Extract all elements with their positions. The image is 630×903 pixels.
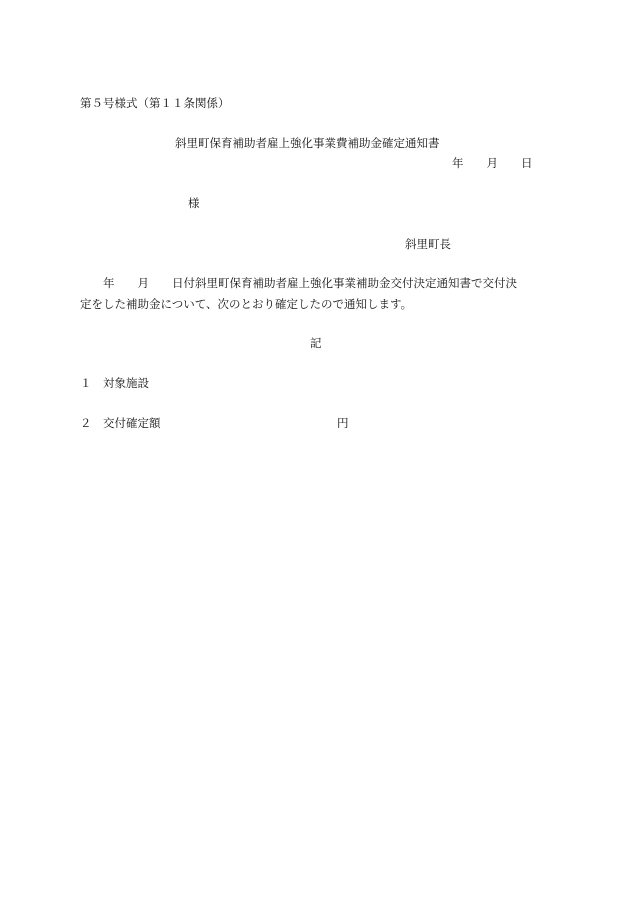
item-target-facility: １ 対象施設 [80, 376, 149, 390]
ki-mark: 記 [310, 336, 322, 350]
amount-unit-yen: 円 [337, 416, 349, 430]
body-text-line-1: 年 月 日付斜里町保育補助者雇上強化事業補助金交付決定通知書で交付決 [80, 276, 517, 290]
body-text-line-2: 定をした補助金について、次のとおり確定したので通知します。 [80, 297, 413, 311]
form-number-label: 第５号様式（第１１条関係） [80, 96, 230, 110]
date-line: 年 月 日 [452, 156, 533, 170]
document-title: 斜里町保育補助者雇上強化事業費補助金確定通知書 [175, 136, 440, 150]
issuer-name: 斜里町長 [405, 237, 451, 251]
item-confirmed-amount: ２ 交付確定額 [80, 416, 161, 430]
recipient-suffix: 様 [188, 196, 200, 210]
